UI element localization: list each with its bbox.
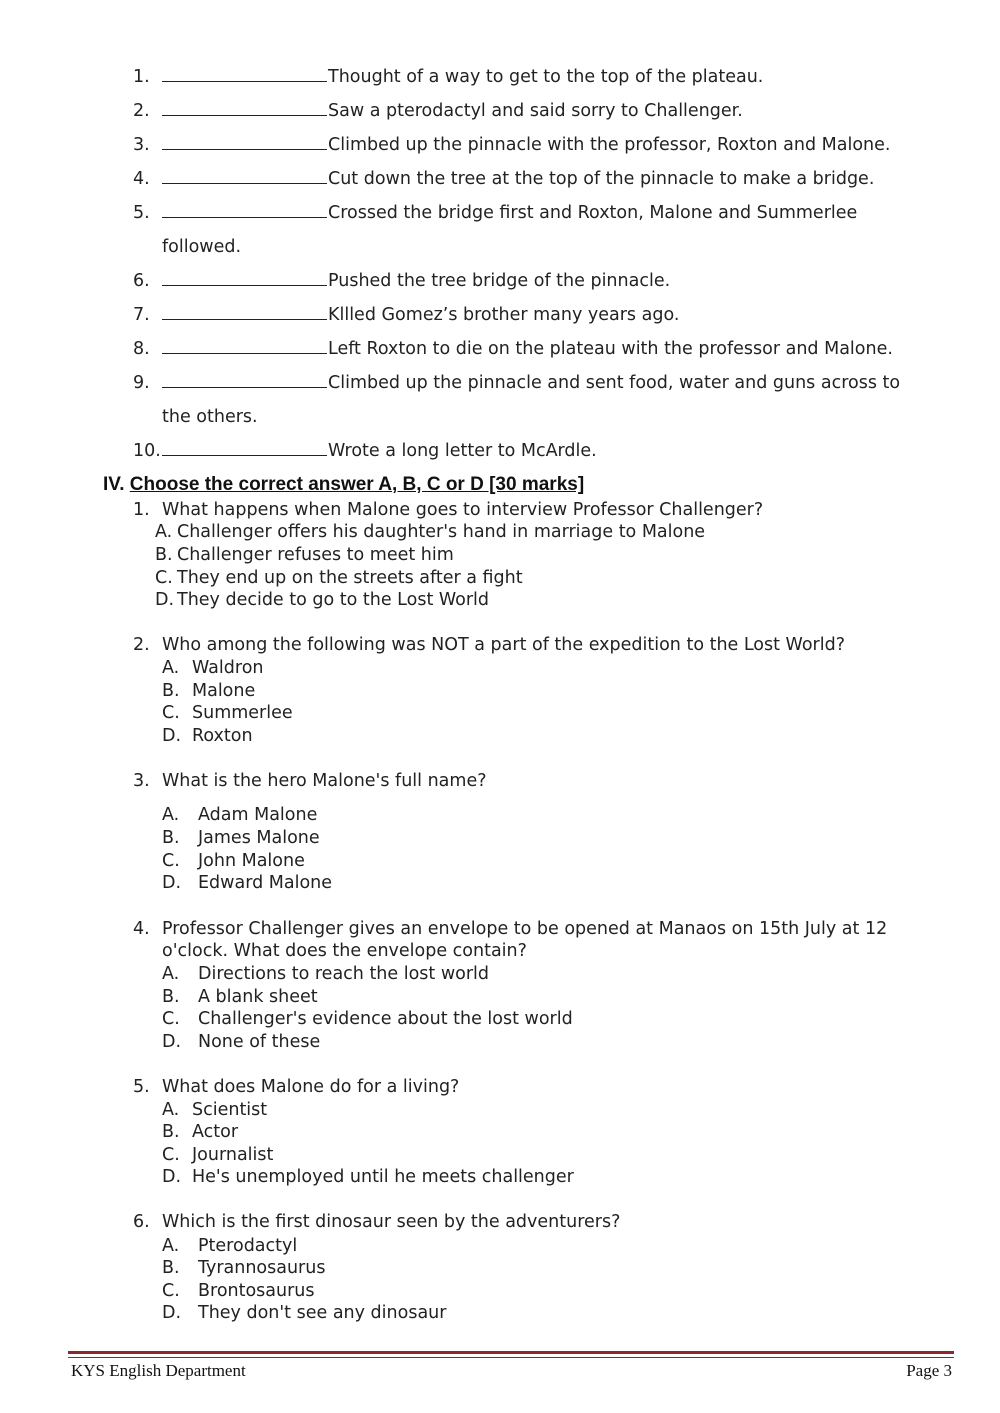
question-number: 2.: [133, 635, 150, 655]
answer-option[interactable]: [155, 589, 489, 611]
answer-option[interactable]: [155, 521, 705, 543]
option-text: Summerlee: [192, 703, 293, 723]
answer-blank[interactable]: [162, 66, 327, 82]
option-letter: C.: [162, 1009, 180, 1029]
fill-item-text: Crossed the bridge first and Roxton, Malone and Summerlee: [328, 203, 858, 223]
question-text: What does Malone do for a living?: [162, 1077, 460, 1097]
fill-item-number: 5.: [133, 203, 150, 223]
option-letter: D.: [162, 1032, 182, 1052]
question-number: 1.: [133, 500, 150, 520]
fill-item: [133, 134, 890, 156]
fill-item-text: Wrote a long letter to McArdle.: [328, 441, 597, 461]
question-line: [133, 770, 487, 792]
question-line: [133, 634, 845, 656]
fill-item-text: Kllled Gomez’s brother many years ago.: [328, 305, 680, 325]
fill-item-text: Cut down the tree at the top of the pinnacle to make a bridge.: [328, 169, 875, 189]
question-number: 6.: [133, 1212, 150, 1232]
option-text: Adam Malone: [198, 805, 318, 825]
answer-blank[interactable]: [162, 100, 327, 116]
option-letter: A.: [162, 1236, 180, 1256]
fill-item: [133, 338, 893, 360]
option-text: Challenger's evidence about the lost world: [198, 1009, 573, 1029]
option-letter: B.: [162, 1122, 180, 1142]
answer-option[interactable]: [162, 1302, 446, 1324]
answer-option[interactable]: [162, 1235, 297, 1257]
fill-item: [133, 168, 874, 190]
question-number: 5.: [133, 1077, 150, 1097]
option-text: Directions to reach the lost world: [198, 964, 490, 984]
fill-item: [133, 66, 763, 88]
question-number: 3.: [133, 771, 150, 791]
answer-option[interactable]: [162, 1166, 574, 1188]
fill-item-number: 1.: [133, 67, 150, 87]
section-title: Choose the correct answer A, B, C or D [30 marks]: [129, 474, 585, 495]
option-letter: D.: [162, 1167, 182, 1187]
option-text: Brontosaurus: [198, 1281, 315, 1301]
answer-option[interactable]: [162, 872, 332, 894]
option-letter: A.: [162, 805, 180, 825]
option-text: James Malone: [198, 828, 320, 848]
option-text: Waldron: [192, 658, 264, 678]
option-letter: C.: [162, 703, 180, 723]
answer-option[interactable]: [162, 657, 264, 679]
fill-item-number: 6.: [133, 271, 150, 291]
answer-option[interactable]: [162, 1257, 325, 1279]
option-letter: B.: [162, 987, 180, 1007]
fill-item-number: 2.: [133, 101, 150, 121]
option-text: Challenger offers his daughter's hand in marriage to Malone: [177, 522, 706, 542]
answer-option[interactable]: [162, 1121, 238, 1143]
answer-blank[interactable]: [162, 168, 327, 184]
fill-item-number: 9.: [133, 373, 150, 393]
option-text: A blank sheet: [198, 987, 318, 1007]
fill-item: [133, 270, 670, 292]
answer-option[interactable]: [162, 702, 293, 724]
option-text: None of these: [198, 1032, 321, 1052]
answer-blank[interactable]: [162, 270, 327, 286]
option-letter: D.: [162, 1303, 182, 1323]
option-letter: B.: [155, 545, 173, 565]
option-letter: D.: [155, 590, 175, 610]
option-text: Roxton: [192, 726, 253, 746]
fill-item-continuation: the others.: [162, 407, 258, 427]
option-letter: C.: [155, 568, 173, 588]
fill-item-text: Left Roxton to die on the plateau with the professor and Malone.: [328, 339, 893, 359]
answer-blank[interactable]: [162, 304, 327, 320]
question-text: Which is the first dinosaur seen by the adventurers?: [162, 1212, 621, 1232]
question-line: [133, 499, 763, 521]
option-letter: D.: [162, 726, 182, 746]
question-text: What happens when Malone goes to interview Professor Challenger?: [162, 500, 764, 520]
fill-item-text: Saw a pterodactyl and said sorry to Challenger.: [328, 101, 743, 121]
footer-page-number: Page 3: [906, 1361, 952, 1380]
option-text: Journalist: [192, 1145, 274, 1165]
section-number: IV.: [103, 474, 125, 495]
fill-item-text: Thought of a way to get to the top of the plateau.: [328, 67, 764, 87]
option-letter: A.: [155, 522, 173, 542]
answer-option[interactable]: [162, 804, 317, 826]
footer-rule-thick: [68, 1351, 954, 1354]
option-text: Pterodactyl: [198, 1236, 298, 1256]
fill-item-number: 3.: [133, 135, 150, 155]
fill-item-text: Climbed up the pinnacle and sent food, water and guns across to: [328, 373, 901, 393]
question-text: Who among the following was NOT a part of the expedition to the Lost World?: [162, 635, 845, 655]
fill-item-text: Climbed up the pinnacle with the professor, Roxton and Malone.: [328, 135, 891, 155]
option-text: Edward Malone: [198, 873, 333, 893]
fill-item: [133, 304, 679, 326]
option-text: Scientist: [192, 1100, 268, 1120]
option-letter: C.: [162, 851, 180, 871]
answer-option[interactable]: [162, 1280, 315, 1302]
option-letter: B.: [162, 828, 180, 848]
fill-item-number: 4.: [133, 169, 150, 189]
answer-blank[interactable]: [162, 338, 327, 354]
fill-item-text: Pushed the tree bridge of the pinnacle.: [328, 271, 671, 291]
answer-option[interactable]: [162, 986, 318, 1008]
fill-item-number: 8.: [133, 339, 150, 359]
option-letter: B.: [162, 681, 180, 701]
answer-blank[interactable]: [162, 134, 327, 150]
question-line: [133, 918, 887, 940]
option-text: They decide to go to the Lost World: [177, 590, 490, 610]
question-line: [133, 1076, 459, 1098]
footer-rule-thin: [68, 1357, 954, 1358]
section-heading: [103, 474, 584, 496]
answer-option[interactable]: [162, 725, 253, 747]
fill-item: [133, 202, 857, 224]
option-text: John Malone: [198, 851, 305, 871]
option-text: Malone: [192, 681, 256, 701]
answer-option[interactable]: [162, 963, 489, 985]
option-text: Tyrannosaurus: [198, 1258, 326, 1278]
question-text-continuation: o'clock. What does the envelope contain?: [162, 941, 527, 961]
question-text: What is the hero Malone's full name?: [162, 771, 487, 791]
question-line: [133, 1211, 620, 1233]
fill-item-continuation: followed.: [162, 237, 242, 257]
question-text: Professor Challenger gives an envelope to be opened at Manaos on 15th July at 12: [162, 919, 888, 939]
option-letter: A.: [162, 964, 180, 984]
option-letter: D.: [162, 873, 182, 893]
answer-option[interactable]: [162, 1099, 267, 1121]
option-text: Actor: [192, 1122, 239, 1142]
option-letter: C.: [162, 1145, 180, 1165]
answer-option[interactable]: [155, 567, 523, 589]
option-letter: B.: [162, 1258, 180, 1278]
footer-department: KYS English Department: [71, 1361, 246, 1380]
answer-blank[interactable]: [162, 440, 327, 456]
option-text: Challenger refuses to meet him: [177, 545, 454, 565]
option-letter: C.: [162, 1281, 180, 1301]
option-text: He's unemployed until he meets challenger: [192, 1167, 574, 1187]
answer-option[interactable]: [162, 1008, 573, 1030]
answer-blank[interactable]: [162, 202, 327, 218]
fill-item: [133, 100, 743, 122]
answer-blank[interactable]: [162, 372, 327, 388]
answer-option[interactable]: [155, 544, 454, 566]
fill-item-number: 10.: [133, 441, 161, 461]
option-letter: A.: [162, 1100, 180, 1120]
fill-item: [133, 440, 597, 462]
fill-item: [133, 372, 900, 394]
answer-option[interactable]: [162, 1031, 320, 1053]
answer-option[interactable]: [162, 850, 305, 872]
fill-item-number: 7.: [133, 305, 150, 325]
option-text: They end up on the streets after a fight: [177, 568, 523, 588]
answer-option[interactable]: [162, 680, 255, 702]
answer-option[interactable]: [162, 827, 320, 849]
answer-option[interactable]: [162, 1144, 273, 1166]
option-letter: A.: [162, 658, 180, 678]
option-text: They don't see any dinosaur: [198, 1303, 447, 1323]
question-number: 4.: [133, 919, 150, 939]
